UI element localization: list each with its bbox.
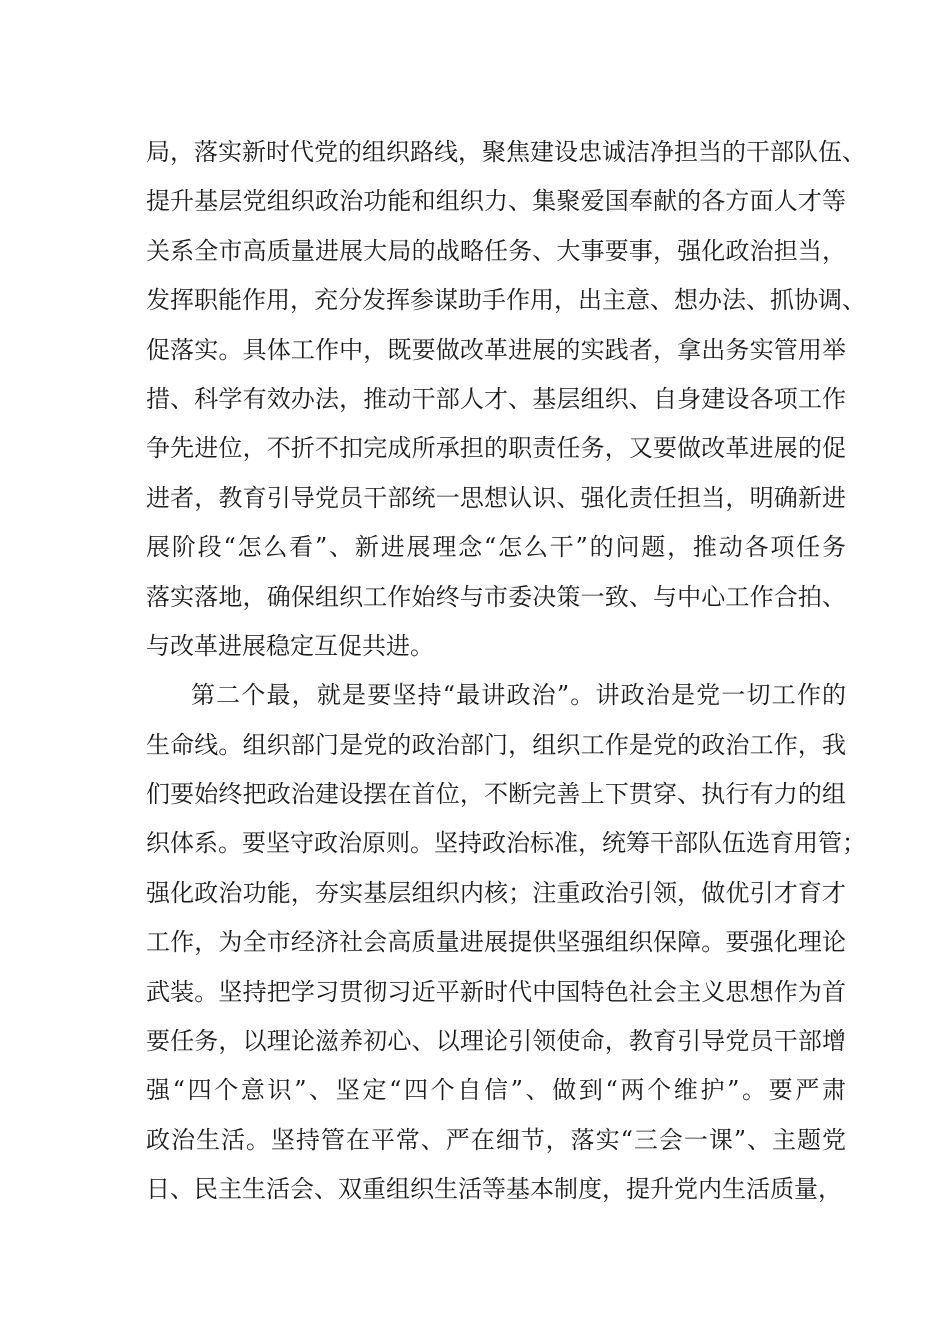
document-body [146,128,866,1215]
text-line: 争先进位，不折不扣完成所承担的职责任务，又要做改革进展的促 [146,434,846,463]
text-line: 提升基层党组织政治功能和组织力、集聚爱国奉献的各方面人才等 [146,187,846,216]
text-line: 局，落实新时代党的组织路线，聚焦建设忠诚洁净担当的干部队伍、 [146,138,866,166]
text-line: 们要始终把政治建设摆在首位，不断完善上下贯穿、执行有力的组 [146,780,846,809]
text-line: 发挥职能作用，充分发挥参谋助手作用，出主意、想办法、抓协调、 [146,286,866,315]
paragraph [146,128,866,671]
text-line: 强化政治功能，夯实基层组织内核；注重政治引领，做优引才育才 [146,878,846,907]
text-line: 织体系。要坚守政治原则。坚持政治标准，统筹干部队伍选育用管； [146,829,866,858]
text-line: 与改革进展稳定互促共进。 [146,631,434,660]
text-line: 强“四个意识”、坚定“四个自信”、做到“两个维护”。要严肃 [146,1076,846,1105]
text-line: 措、科学有效办法，推动干部人才、基层组织、自身建设各项工作 [146,384,846,413]
paragraph [146,671,866,1214]
text-line: 政治生活。坚持管在平常、严在细节，落实“三会一课”、主题党 [146,1125,846,1154]
text-line: 第二个最，就是要坚持“最讲政治”。讲政治是党一切工作的 [191,681,846,710]
text-line: 促落实。具体工作中，既要做改革进展的实践者，拿出务实管用举 [146,335,846,364]
text-line: 进者，教育引导党员干部统一思想认识、强化责任担当，明确新进 [146,483,846,512]
text-line: 落实落地，确保组织工作始终与市委决策一致、与中心工作合拍、 [146,582,846,611]
text-line: 展阶段“怎么看”、新进展理念“怎么干”的问题，推动各项任务 [146,533,846,562]
text-line: 日、民主生活会、双重组织生活等基本制度，提升党内生活质量， [146,1175,842,1204]
text-line: 工作，为全市经济社会高质量进展提供坚强组织保障。要强化理论 [146,928,846,957]
text-line: 关系全市高质量进展大局的战略任务、大事要事，强化政治担当， [146,236,846,265]
text-line: 武装。坚持把学习贯彻习近平新时代中国特色社会主义思想作为首 [146,977,846,1006]
text-line: 生命线。组织部门是党的政治部门，组织工作是党的政治工作，我 [146,730,846,759]
text-line: 要任务，以理论滋养初心、以理论引领使命，教育引导党员干部增 [146,1027,846,1056]
